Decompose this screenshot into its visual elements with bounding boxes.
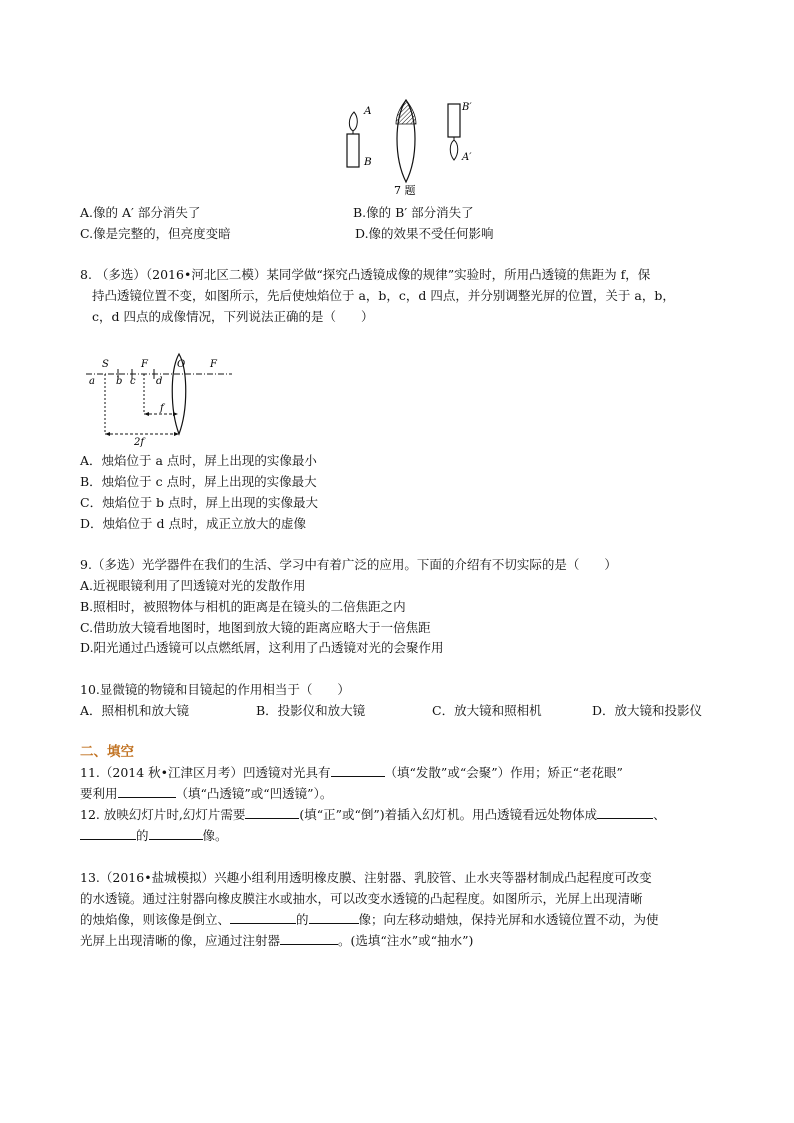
- q11-text-1: 11.（2014 秋•江津区月考）凹透镜对光具有: [80, 765, 331, 780]
- q12-blank-4[interactable]: [149, 826, 203, 840]
- q9-stem: 9.（多选）光学器件在我们的生活、学习中有着广泛的应用。下面的介绍有不切实际的是（ ）: [80, 557, 617, 572]
- q13-line4: [80, 931, 473, 951]
- q12-text-1: 12. 放映幻灯片时,幻灯片需要: [80, 807, 246, 822]
- q11-blank-1[interactable]: [331, 763, 385, 777]
- q11-blank-2[interactable]: [118, 784, 176, 798]
- q12-blank-1[interactable]: [245, 805, 299, 819]
- figure-caption: 7 题: [394, 184, 416, 197]
- q13-line2: 的水透镜。通过注射器向橡皮膜注水或抽水，可以改变水透镜的凸起程度。如图所示，光屏上出现清晰: [80, 891, 643, 906]
- q12-line2: [80, 826, 228, 846]
- image-flame: [450, 140, 458, 160]
- label-point-c: c: [130, 376, 136, 387]
- label-point-a: a: [89, 376, 95, 387]
- section-title-fill-in: 二、填空: [80, 744, 134, 760]
- q11-line1: [80, 763, 623, 783]
- label-2f: 2f: [134, 437, 145, 448]
- label-a-prime: A′: [462, 152, 472, 163]
- q13-blank-2[interactable]: [309, 910, 359, 924]
- q12-text-3: 、: [653, 807, 666, 822]
- q12-text-4: 的: [136, 828, 149, 843]
- label-point-d: d: [156, 376, 163, 387]
- q11-text-2: （填“发散”或“会聚”）作用；矫正“老花眼”: [384, 765, 623, 780]
- q7-option-d[interactable]: D.像的效果不受任何影响: [355, 226, 494, 241]
- candle-body: [347, 134, 359, 167]
- q11-line2: [80, 784, 332, 804]
- q13-line1: 13.（2016•盐城模拟）兴趣小组利用透明橡皮膜、注射器、乳胶管、止水夹等器材制成凸起程度可改变: [80, 870, 652, 885]
- q7-option-c[interactable]: C.像是完整的，但亮度变暗: [80, 226, 231, 241]
- q9-option-c[interactable]: C.借助放大镜看地图时，地图到放大镜的距离应略大于一倍焦距: [80, 620, 431, 635]
- q9-option-b[interactable]: B.照相时，被照物体与相机的距离是在镜头的二倍焦距之内: [80, 599, 406, 614]
- q7-figure: [330, 98, 480, 198]
- q8-option-a[interactable]: A．烛焰位于 a 点时，屏上出现的实像最小: [80, 453, 317, 468]
- q12-text-2: (填“正”或“倒”)着插入幻灯机。用凸透镜看远处物体成: [299, 807, 598, 822]
- q8-stem-line2: 持凸透镜位置不变，如图所示，先后使烛焰位于 a，b，c，d 四点，并分别调整光屏的位置，关于 a，b，: [92, 288, 675, 303]
- q8-option-c[interactable]: C．烛焰位于 b 点时，屏上出现的实像最大: [80, 495, 319, 510]
- label-b-prime: B′: [462, 102, 472, 113]
- q7-option-a[interactable]: A.像的 A′ 部分消失了: [80, 205, 201, 220]
- q13-text-3: 像；向左移动蜡烛，保持光屏和水透镜位置不动，为使: [358, 912, 659, 927]
- q13-text-2: 的: [296, 912, 309, 927]
- q12-blank-3[interactable]: [80, 826, 136, 840]
- q13-text-4: 光屏上出现清晰的像，应通过注射器: [80, 933, 281, 948]
- q13-blank-3[interactable]: [280, 931, 338, 945]
- label-f-left: F: [141, 359, 148, 370]
- q8-stem-line3: c，d 四点的成像情况，下列说法正确的是（ ）: [92, 309, 374, 324]
- q10-option-d[interactable]: D．放大镜和投影仪: [592, 703, 703, 718]
- q12-blank-2[interactable]: [597, 805, 653, 819]
- q10-option-a[interactable]: A．照相机和放大镜: [80, 703, 190, 718]
- q9-option-d[interactable]: D.阳光通过凸透镜可以点燃纸屑，这利用了凸透镜对光的会聚作用: [80, 640, 444, 655]
- q10-stem: 10.显微镜的物镜和目镜起的作用相当于（ ）: [80, 682, 350, 697]
- q12-text-5: 像。: [202, 828, 228, 843]
- label-f: f: [160, 403, 164, 414]
- q8-option-d[interactable]: D．烛焰位于 d 点时，成正立放大的虚像: [80, 516, 306, 531]
- q13-text-1: 的烛焰像，则该像是倒立、: [80, 912, 231, 927]
- lens-covered-part: [396, 100, 416, 124]
- q13-blank-1[interactable]: [230, 910, 296, 924]
- label-s: S: [102, 359, 109, 370]
- q9-option-a[interactable]: A.近视眼镜利用了凹透镜对光的发散作用: [80, 578, 306, 593]
- q10-option-b[interactable]: B．投影仪和放大镜: [256, 703, 366, 718]
- candle-flame: [349, 112, 357, 131]
- q13-line3: [80, 910, 659, 930]
- q11-text-3: 要利用: [80, 786, 118, 801]
- label-o: O: [177, 359, 186, 370]
- image-body: [448, 104, 460, 137]
- q8-stem-line1: 8. （多选）（2016•河北区二模）某同学做“探究凸透镜成像的规律”实验时，所用凸透镜的焦距为 f，保: [80, 267, 651, 282]
- q7-option-b[interactable]: B.像的 B′ 部分消失了: [353, 205, 474, 220]
- q10-option-c[interactable]: C．放大镜和照相机: [432, 703, 542, 718]
- label-a: A: [364, 105, 372, 117]
- q12-line1: [80, 805, 666, 825]
- q8-option-b[interactable]: B．烛焰位于 c 点时，屏上出现的实像最大: [80, 474, 317, 489]
- label-b: B: [364, 156, 372, 168]
- q13-text-5: 。(选填“注水”或“抽水”): [338, 933, 474, 948]
- q8-figure: [82, 352, 242, 448]
- q11-text-4: （填“凸透镜”或“凹透镜”）。: [175, 786, 333, 801]
- label-point-b: b: [116, 376, 123, 387]
- label-f-right: F: [210, 359, 217, 370]
